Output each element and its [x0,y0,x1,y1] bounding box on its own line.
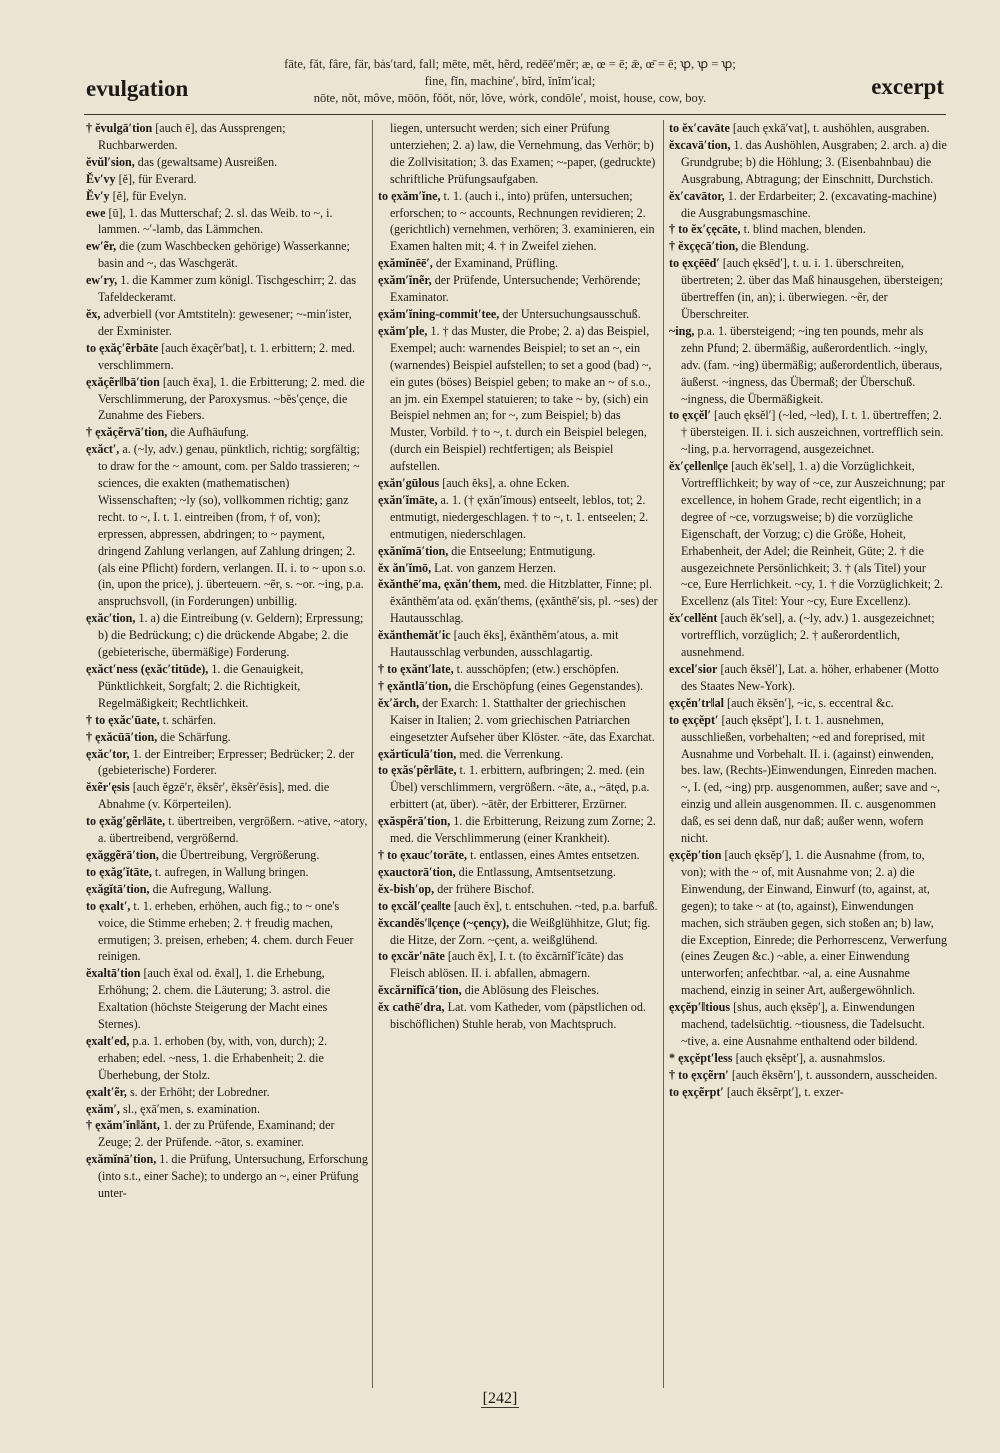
entry-headword: ęxăc′tor, [86,746,130,761]
dictionary-entry [86,1117,368,1151]
dictionary-entry [378,982,659,999]
right-guideword: excerpt [871,74,944,99]
dictionary-entry [378,188,659,256]
dictionary-entry [378,948,659,982]
entry-headword: ĕx′cellĕnt [669,611,718,626]
entry-definition: t. entlassen, eines Amtes entsetzen. [470,847,640,862]
dictionary-entry [86,1101,368,1118]
entry-definition: a. (~ly, adv.) genau, pünktlich, richtig; sorgfältig; to draw for the ~ amount, com. per Saldo trassieren; ~ sciences, die exakten (mathematischen) Wissenschaften; ~ly (so), vollkommen richtig; ganz recht. to ~, I. t. 1. eintreiben (from, † of, von); erpressen, abpressen, abdringen; to ~ payment, dringend Zahlung verlangen, auf Zahlung dringen; 2. (als eine Pflicht) fordern, verlangen. II. i. to ~ upon s.o. (in, upon the price), j. überteuern. ~ẽr, s. ~or. ~ing, p.a. anspruchsvoll, (in Forderungen) unbillig. [98,442,366,609]
dictionary-entry [86,610,368,661]
entry-headword: to ęxçēēd′ [669,256,720,271]
entry-headword: ĕxănthemăt′ic [378,628,451,643]
entry-definition: [auch ĕksẽrn′], t. aussondern, ausscheiden. [731,1067,938,1082]
entry-definition: die Ablösung des Fleisches. [464,983,600,998]
dictionary-entry [669,661,948,695]
dictionary-entry [378,915,659,949]
entry-headword: to ęxcăr′nāte [378,949,445,964]
entry-definition: 1. der zu Prüfende, Examinand; der Zeuge; 2. der Prüfende. ~ātor, s. examiner. [98,1118,335,1150]
entry-definition: die Übertreibung, Vergrößerung. [161,847,320,862]
entry-headword: Ĕv′y [86,188,110,203]
dictionary-entry [378,864,659,881]
entry-definition: 1. der Erdarbeiter; 2. (excavating-machine) die Ausgrabungsmaschine. [681,188,937,220]
entry-definition: [auch ē], das Aussprengen; Ruchbarwerden. [98,121,286,152]
entry-definition: die (zum Waschbecken gehörige) Wasserkanne; basin and ~, das Waschgerät. [98,239,350,271]
entry-headword: † ęxăcūā′tion, [86,729,158,744]
dictionary-entry [86,120,368,154]
entry-headword: ęxçĕp′‖tious [669,1000,731,1015]
entry-definition: der Prüfende, Untersuchende; Verhörende; Examinator. [390,273,641,305]
left-guideword: evulgation [86,76,189,101]
entry-headword: ęxăn′ĭmāte, [378,492,438,507]
dictionary-entry [378,695,659,746]
entry-headword: ęxalt′ẽr, [86,1084,127,1099]
entry-headword: ĕxănthē′ma, ęxăn′them, [378,577,501,592]
entry-headword: ęxçĕn′tr‖al [669,695,725,710]
entry-definition: [ĕ], für Everard. [118,171,197,186]
entry-definition: 1. a) die Eintreibung (v. Geldern); Erpressung; b) die Bedrückung; c) die drückende Abgabe; 2. die (gebieterische, übermäßige) Forderung. [98,611,364,660]
dictionary-entry [378,120,659,188]
entry-headword: ĕx ăn′ĭmō, [378,560,432,575]
entry-definition: p.a. 1. erhoben (by, with, von, durch); 2. erhaben; edel. ~ness, 1. die Erhabenheit; 2. die Überhebung, der Stolz. [98,1033,328,1082]
dictionary-entry [378,543,659,560]
dictionary-entry [86,898,368,966]
dictionary-entry [378,999,659,1033]
entry-definition: t. übertreiben, vergrößern. ~ative, ~atory, a. übertreibend, vergrößernd. [98,814,368,846]
entry-headword: ĕxẽr′ęsis [86,780,130,795]
entry-headword: ĕvŭl′sion, [86,154,135,169]
entry-headword: † to ęxauc′torāte, [378,847,468,862]
entry-headword: to ęxăg′ĭtāte, [86,864,152,879]
entry-definition: die Erschöpfung (eines Gegenstandes). [454,678,644,693]
entry-headword: to ęxăs′pẽr‖āte, [378,763,457,778]
page-number [0,1390,1000,1408]
entry-headword: ęxăc′tion, [86,611,136,626]
entry-definition: der frühere Bischof. [437,881,535,896]
entry-headword: ęxăggẽrā′tion, [86,847,159,862]
entry-definition: t. blind machen, blenden. [743,222,866,237]
entry-definition: liegen, untersucht werden; sich einer Prüfung unterziehen; 2. a) law, die Vernehmung, das Verhör; b) die Zollvisitation; 3. das Examen; ~-paper, (gedruckte) schriftliche Prüfungsaufgaben. [390,121,656,186]
entry-headword: ĕxcavā′tion, [669,137,731,152]
dictionary-entry [378,255,659,272]
pronunciation-key-line: nōte, nŏt, môve, mōōn, fŏŏt, nör, lŏve, wȯrk, condōle′, moist, house, cow, boy. [313,91,707,105]
entry-headword: to ęxalt′, [86,898,131,913]
entry-definition: [auch ęksĕpt′], I. t. 1. ausnehmen, ausschließen, vorbehalten; ~ed and foreprised, mit Ausnahme und Vorbehalt. II. i. (against) einwenden, bes. law, (Rechts-)Einwendungen, Einreden machen. ~, I. (ed, ~ing) prp. ausgenommen, außer; save and ~, einzig und allein ausgenommen. II. c. ausgenommen daß, es sei denn daß, nur daß; außer wenn, wofern nicht. [681,712,941,846]
dictionary-entry [86,205,368,239]
entry-headword: ęxăgĭtā′tion, [86,881,150,896]
dictionary-entry [86,881,368,898]
dictionary-entry [669,1084,948,1101]
entry-headword: ĕxcandĕs′‖çençe (~çençy), [378,915,510,930]
dictionary-entry [86,779,368,813]
dictionary-entry [378,306,659,323]
entry-headword: ęxăm′ple, [378,323,428,338]
entry-headword: ęxăçẽr‖bā′tion [86,374,160,389]
entry-definition: das (gewaltsame) Ausreißen. [137,154,278,169]
entry-headword: † to ęxănt′late, [378,662,454,676]
entry-definition: [auch ĕksẽrpt′], t. exzer- [726,1084,844,1099]
dictionary-entry [86,813,368,847]
entry-headword: ęxăm′ĭning-commit′tee, [378,306,500,321]
entry-headword: to ęxçĕl′ [669,408,712,423]
entry-definition: die Entseelung; Entmutigung. [451,543,596,558]
entry-headword: ĕxaltā′tion [86,966,141,981]
dictionary-entry [378,847,659,864]
entry-definition: [auch ĕgzē′r, ĕksẽr′, ĕksẽr′ēsis], med. die Abnahme (v. Körperteilen). [98,780,330,812]
entry-headword: ĕx cathē′dra, [378,1000,445,1015]
entry-headword: to ęxçẽrpt′ [669,1084,724,1099]
dictionary-entry [669,255,948,323]
entry-headword: to ęxcăl′çea‖te [378,898,451,913]
column-3 [669,120,948,1388]
entry-definition: 1. das Aushöhlen, Ausgraben; 2. arch. a) die Grundgrube; b) die Höhlung; 3. (Eisenbahnbau) die Ausgrabung, Abtragung; der Einschnitt, Durchstich. [681,137,947,186]
dictionary-entry [86,847,368,864]
dictionary-entry [669,407,948,458]
entry-headword: Ĕv′vy [86,171,116,186]
dictionary-entry [378,746,659,763]
dictionary-entry [86,864,368,881]
dictionary-entry [86,965,368,1033]
entry-headword: † ęxăntlā′tion, [378,678,452,693]
entry-definition: [ū], 1. das Mutterschaf; 2. sl. das Weib. to ~, i. lammen. ~′-lamb, das Lämmchen. [98,205,333,237]
entry-headword: ęxăm′, [86,1101,120,1116]
entry-headword: † to ĕx′çęcāte, [669,222,741,237]
pronunciation-key-line: fine, fĭn, machine′, bĭrd, ĭnĭm′ical; [424,74,596,88]
entry-definition: t. schärfen. [162,712,217,727]
dictionary-entry [378,560,659,577]
header-rule [84,114,946,115]
entry-definition: [auch ĕx], I. t. (to ĕxcărnĭf′ĭcāte) das Fleisch ablösen. II. i. abfallen, abmagern. [390,949,624,981]
entry-definition: die Entlassung, Amtsentsetzung. [458,864,616,879]
dictionary-entry [86,188,368,205]
dictionary-entry [86,729,368,746]
entry-definition: p.a. 1. übersteigend; ~ing ten pounds, mehr als zehn Pfund; 2. übermäßig, außerordentlich. ~ingly, adv. (fam. ~ing) übermäßig; außerordentlich, überaus, äußerst. ~ingness, das Übermaß; der Überschuß. ~ingness, die Übermäßigkeit. [681,323,943,406]
entry-definition: med. die Verrenkung. [459,746,564,761]
entry-definition: [auch ęksĕp′], 1. die Ausnahme (from, to, von); with the ~ of, mit Ausnahme von; 2. a) die Einwendung, der Einwand, Einwurf (to, against, at, gegen); to take ~ at (to, against), Einwendungen machen, sich sträuben gegen, sich stoßen an; b) law, die Exception, Einrede; die Perhorrescenz, Verwerfung (eines Zeugen &c.) ~able, a. einer Einwendung unterworfen; anfechtbar. ~al, a. eine Ausnahme machend, einzig in seiner Art, außergewöhnlich. [681,847,948,998]
entry-definition: [auch ĕksĕn′], ~ic, s. eccentral &c. [727,695,894,710]
entry-definition: der Exarch: 1. Statthalter der griechischen Kaiser in Italien; 2. vom griechischen Patriarchen eingesetzter Aufseher über Klöster. ~āte, das Exarchat. [390,695,655,744]
entry-definition: die Weißglühhitze, Glut; fig. die Hitze, der Zorn. ~çent, a. weißglühend. [390,915,651,947]
entry-definition: [auch ĕxal od. ĕxal], 1. die Erhebung, Erhöhung; 2. chem. die Läuterung; 3. astrol. die Exaltation (höchste Steigerung der Macht eines Sternes). [98,966,331,1032]
entry-definition: 1. die Prüfung, Untersuchung, Erforschung (into s.t., einer Sache); to undergo an ~, einer Prüfung unter- [98,1152,368,1201]
entry-definition: [auch ęksĕpt′], a. ausnahmslos. [735,1050,886,1065]
entry-headword: ęxauctorā′tion, [378,864,456,879]
entry-definition: [auch ęxkā′vat], t. aushöhlen, ausgraben. [732,121,930,135]
entry-definition: die Aufhäufung. [170,425,249,440]
dictionary-entry [86,340,368,374]
entry-headword: ęxămĭnēē′, [378,256,433,271]
entry-headword: ęxăn′gūlous [378,476,440,491]
entry-definition: t. 1. erbittern, aufbringen; 2. med. (ein Übel) verschlimmern, vergrößern. ~āte, a., ~ātęd, p.a. erbittert (at, über). ~ātẽr, der Erbitterer, Erzürner. [390,763,650,812]
dictionary-entry [378,881,659,898]
entry-definition: [auch ĕx], t. entschuhen. ~ted, p.a. barfuß. [453,898,658,913]
entry-definition: [auch ĕxaçẽr′bat], t. 1. erbittern; 2. med. verschlimmern. [98,340,355,372]
dictionary-entry [86,441,368,610]
entry-headword: ęxărtĭculā′tion, [378,746,457,761]
entry-definition: t. aufregen, in Wallung bringen. [154,864,309,879]
entry-definition: [auch ĕk′sel], 1. a) die Vorzüglichkeit, Vortrefflichkeit; by way of ~ce, zur Auszeichnung; par excellence, in hohem Grade, recht eigentlich; in a degree of ~ce, vorzugsweise; b) die vorzügliche Eigenschaft, der Vorzug; c) die Größe, Hoheit, Erhabenheit, der Adel; die Reinheit, Güte; 2. † die ausgezeichnete Persönlichkeit; 3. † (als Titel) your ~ce, Eure Herrlichkeit. ~cy, 1. † die Vorzüglichkeit; 2. Excellenz (als Titel: Your ~cy, Eure Excellenz). [681,459,946,609]
entry-headword: excel′sior [669,662,718,676]
dictionary-entry [378,475,659,492]
entry-definition: t. ausschöpfen; (etw.) erschöpfen. [456,662,620,676]
entry-definition: 1. die Kammer zum königl. Tischgeschirr; 2. das Tafeldeckeramt. [98,273,357,305]
dictionary-entry [378,492,659,543]
entry-definition: [auch ĕxa], 1. die Erbitterung; 2. med. die Verschlimmerung, der Paroxysmus. ~bĕs′çençe, die Zunahme des Fiebers. [98,374,365,423]
entry-definition: Lat. vom Katheder, vom (päpstlichen od. bischöflichen) Stuhle herab, von Machtspruch. [390,1000,646,1032]
dictionary-entry [669,610,948,661]
entry-headword: † ęxăm′ĭn‖ănt, [86,1118,160,1133]
dictionary-entry [378,323,659,475]
dictionary-entry [378,576,659,627]
dictionary-entry [86,746,368,780]
dictionary-entry [378,813,659,847]
entry-definition: sl., ęxā′men, s. examination. [123,1101,260,1116]
entry-headword: ew′ẽr, [86,239,117,254]
column-2 [378,120,659,1388]
entry-definition: [auch ęksĕl′] (~led, ~led), I. t. 1. übertreffen; 2. † übersteigen. II. i. sich auszeichnen, vortrefflich sein. ~ling, p.a. hervorragend, ausgezeichnet. [681,408,944,457]
entry-definition: [ĕ], für Evelyn. [112,188,187,203]
entry-headword: to ęxçĕpt′ [669,712,719,727]
dictionary-entry [669,1067,948,1084]
dictionary-entry [378,272,659,306]
entry-headword: ~ing, [669,323,695,338]
entry-definition: [auch ęksēd′], t. u. i. 1. überschreiten, übertreten; 2. über das Maß hinausgehen, übersteigen; übertreffen (in, an); i. überwiegen. ~ẽr, der Überschreiter. [681,256,943,321]
entry-definition: 1. die Genauigkeit, Pünktlichkeit, Sorgfalt; 2. die Richtigkeit, Regelmäßigkeit; Rechtlichkeit. [98,662,304,710]
entry-headword: ęxalt′ed, [86,1033,130,1048]
entry-headword: to ęxăg′gẽr‖āte, [86,814,166,829]
dictionary-entry [86,154,368,171]
entry-definition: die Aufregung, Wallung. [152,881,272,896]
entry-headword: ęxăspẽrā′tion, [378,814,451,829]
dictionary-entry [86,424,368,441]
entry-definition: 1. der Eintreiber; Erpresser; Bedrücker; 2. der (gebieterische) Forderer. [98,746,355,778]
dictionary-entry [86,374,368,425]
dictionary-entry [669,1050,948,1067]
entry-definition: t. 1. (auch i., into) prüfen, untersuchen; erforschen; to ~ accounts, Rechnungen revidieren; 2. (gerichtlich) vernehmen, verhören; 3. examinieren, ein Examen halten mit; 4. † in Zweifel ziehen. [390,188,655,254]
dictionary-entry [86,1084,368,1101]
entry-headword: ewe [86,205,106,220]
entry-definition: s. der Erhöht; der Lobredner. [129,1084,270,1099]
entry-headword: ew′ry, [86,273,118,288]
entry-headword: ęxăct′, [86,442,120,457]
entry-definition: die Blendung. [741,239,810,254]
entry-definition: der Untersuchungsausschuß. [502,306,641,321]
entry-headword: to ęxăç′ẽrbāte [86,340,159,355]
entry-definition: die Schärfung. [160,729,231,744]
entry-headword: ĕxcărnĭfĭcā′tion, [378,983,462,998]
column-divider [663,120,664,1388]
entry-headword: ęxăm′ĭnẽr, [378,273,432,288]
column-divider [372,120,373,1388]
entry-headword: to ęxăm′ĭne, [378,188,441,203]
entry-headword: ęxăct′ness (ęxăc′titūde), [86,662,209,676]
entry-headword: ęxçĕp′tion [669,847,722,862]
dictionary-entry [378,762,659,813]
dictionary-entry [86,306,368,340]
dictionary-entry [86,661,368,712]
entry-headword: ĕx′cavātor, [669,188,725,203]
dictionary-entry [669,847,948,999]
dictionary-entry [86,1151,368,1202]
entry-definition: adverbiell (vor Amtstiteln): gewesener; ~-min′ister, der Exminister. [98,306,352,338]
dictionary-entry [86,272,368,306]
dictionary-entry [378,898,659,915]
dictionary-entry [378,661,659,678]
dictionary-entry [669,323,948,408]
entry-headword: † to ęxăc′ūate, [86,712,160,727]
dictionary-entry [669,120,948,137]
entry-headword: ĕx, [86,306,101,321]
entry-headword: † ĕvulgā′tion [86,121,153,135]
entry-definition: [auch ĕk′sel], a. (~ly, adv.) 1. ausgezeichnet; vortrefflich, vorzüglich; 2. † außerordentlich, ausnehmend. [681,611,935,660]
entry-definition: t. 1. erheben, erhöhen, auch fig.; to ~ one's voice, die Stimme erheben; 2. † freudig machen, ermutigen; 3. preisen, erheben; 4. chem. durch Feuer reinigen. [98,898,354,964]
entry-definition: [shus, auch ęksĕp′], a. Einwendungen machend, tadelsüchtig. ~tiousness, die Tadelsucht. ~tive, a. eine Ausnahme enthaltend oder bildend. [681,1000,925,1048]
dictionary-entry [669,458,948,610]
entry-definition: Lat. von ganzem Herzen. [434,560,557,575]
dictionary-entry [669,712,948,847]
entry-headword: † ĕxçęcā′tion, [669,239,739,254]
entry-definition: [auch ĕksĕl′], Lat. a. höher, erhabener (Motto des Staates New-York). [681,662,939,693]
entry-definition: a. 1. († ęxăn′ĭmous) entseelt, leblos, tot; 2. entmutigt, niedergeschlagen. † to ~, t. 1. entseelen; 2. entmutigen, niederschlagen. [390,492,649,541]
dictionary-entry [669,238,948,255]
entry-definition: 1. † das Muster, die Probe; 2. a) das Beispiel, Exempel; auch: warnendes Beispiel; to set an ~, ein (warnendes) Beispiel aufstellen; to set a good (bad) ~, ein gutes (böses) Beispiel geben; to make an ~ of s.o., an jm. ein Exempel statuieren; to take ~ by, (sich) ein Beispiel nehmen an; for ~, zum Beispiel; b) das Muster, Vorbild. † to ~, t. durch ein Beispiel belegen, (durch ein Beispiel) rechtfertigen; als Beispiel aufstellen. [390,323,652,474]
entry-definition: 1. die Erbitterung, Reizung zum Zorne; 2. med. die Verschlimmerung (einer Krankheit). [390,814,656,846]
entry-headword: * ęxçĕpt′less [669,1050,733,1065]
entry-definition: der Examinand, Prüfling. [435,256,559,271]
entry-headword: † ęxăçẽrvā′tion, [86,425,168,440]
entry-headword: ĕx-bish′op, [378,881,435,896]
dictionary-entry [86,238,368,272]
entry-headword: ęxănĭmā′tion, [378,543,449,558]
dictionary-entry [86,1033,368,1084]
dictionary-entry [378,678,659,695]
dictionary-entry [86,171,368,188]
dictionary-entry [669,999,948,1050]
page-number-text: [242] [482,1390,518,1407]
dictionary-entry [86,712,368,729]
entry-definition: med. die Hitzblatter, Finne; pl. ĕxănthĕm′ata od. ęxăn′thems, (ęxănthē′sis, pl. ~ses) der Hautausschlag. [390,577,658,626]
dictionary-entry [669,137,948,188]
entry-definition: [auch ĕks], a. ohne Ecken. [442,476,570,491]
entry-headword: ĕx′çellen‖çe [669,459,729,474]
entry-headword: † to ęxçẽrn′ [669,1067,729,1082]
dictionary-entry [669,695,948,712]
entry-headword: to ĕx′cavāte [669,121,730,135]
dictionary-entry [669,188,948,222]
entry-definition: [auch ĕks], ĕxănthĕm′atous, a. mit Hautausschlag verbunden, ausschlagartig. [390,628,619,660]
entry-headword: ĕx′ărch, [378,695,420,710]
dictionary-entry [669,221,948,238]
pronunciation-key [215,56,805,107]
entry-headword: ęxămĭnā′tion, [86,1152,157,1167]
column-1 [86,120,368,1388]
dictionary-entry [378,627,659,661]
pronunciation-key-line: fāte, făt, fâre, fär, bȧs′tard, fall; mēte, mĕt, hẽrd, redēē′mẽr; æ, œ = ē; ǣ, œ̄ = ē; ꝕ, ꝕ = ꝕ; [284,57,736,71]
